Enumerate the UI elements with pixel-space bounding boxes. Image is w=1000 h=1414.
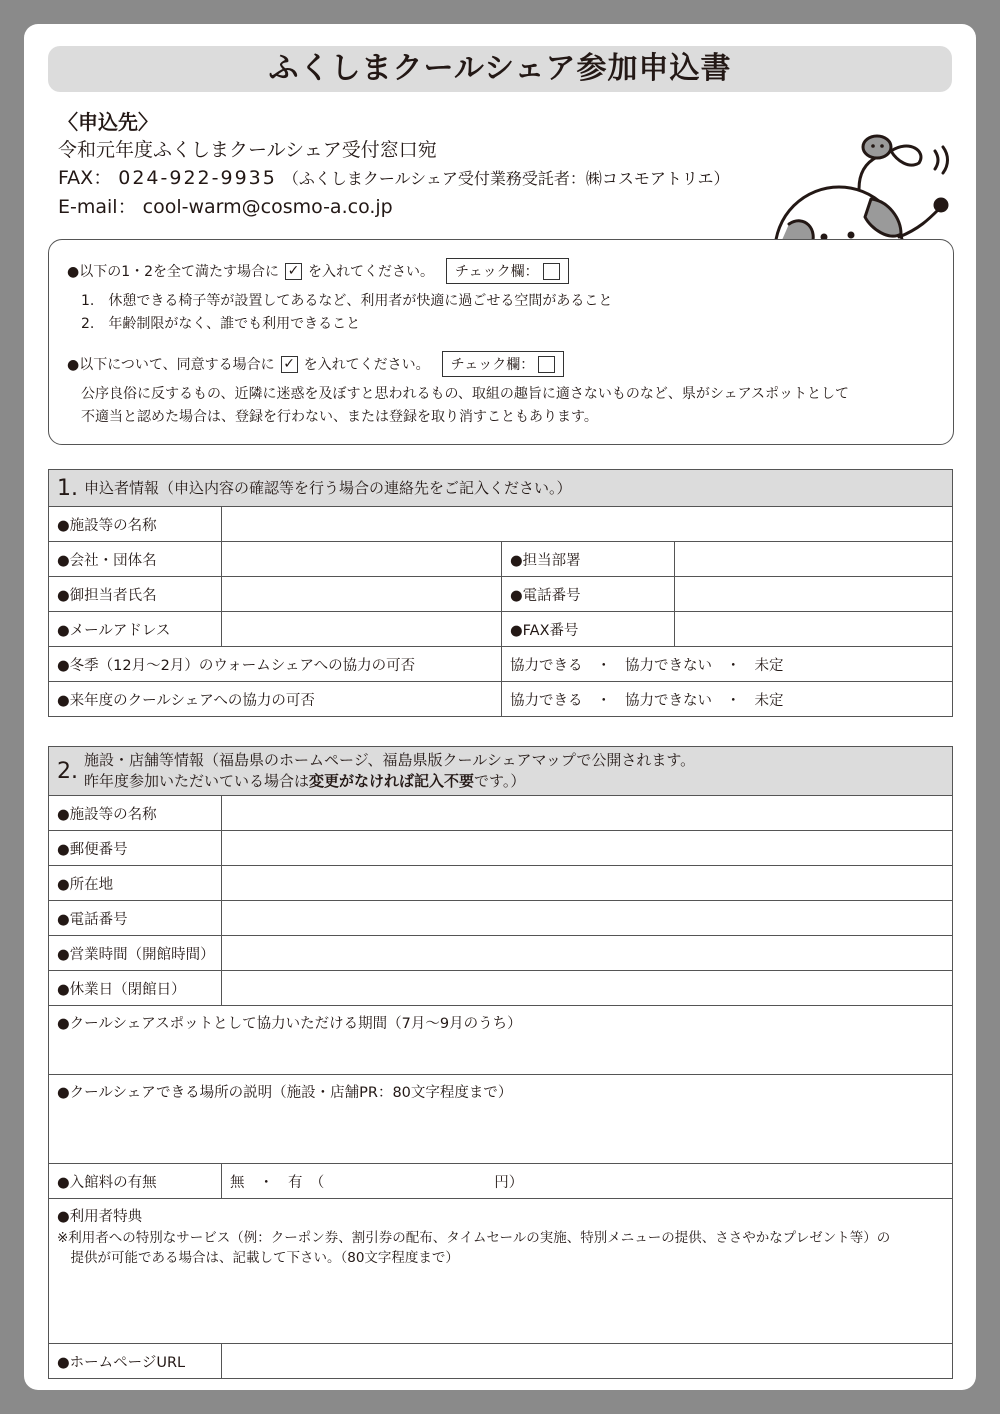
condition-item: 2. 年齢制限がなく、誰でも利用できること [81, 316, 361, 332]
benefits-field[interactable] [49, 1199, 953, 1344]
destination-addressee: 令和元年度ふくしまクールシェア受付窓口宛 [58, 139, 437, 161]
applicant-info-table [48, 469, 953, 717]
fax-field[interactable] [675, 612, 953, 647]
phone-field[interactable] [675, 577, 953, 612]
benefits-label: ●利用者特典 [57, 1209, 143, 1225]
email-label: E-mail： [58, 196, 137, 218]
description-field[interactable] [49, 1075, 953, 1164]
department-field[interactable] [675, 542, 953, 577]
consent-body [81, 383, 849, 429]
option-separator: ・ [596, 657, 611, 674]
section1-number: 1. [57, 475, 78, 501]
checkmark-icon: ✓ [285, 263, 302, 280]
consent-check-suffix: を入れてください。 [303, 357, 430, 373]
consent-checkbox[interactable] [538, 356, 555, 373]
section1-title: 申込者情報（申込内容の確認等を行う場合の連絡先をご記入ください。） [84, 478, 572, 497]
hours-label: ●営業時間（開館時間） [49, 936, 222, 971]
checkbox-label: チェック欄： [455, 264, 539, 280]
consent-checkbox-field [442, 351, 565, 377]
condition-list [81, 290, 612, 336]
condition-checkbox-field [446, 258, 569, 284]
checkmark-icon: ✓ [281, 356, 298, 373]
benefits-note: ※利用者への特別なサービス（例：クーポン券、割引券の配布、タイムセールの実施、特別メニューの提供、ささやかなプレゼント等）の [57, 1230, 891, 1246]
fax-label: FAX： [58, 167, 113, 189]
holidays-field[interactable] [222, 971, 953, 1006]
phone2-field[interactable] [222, 901, 953, 936]
phone2-label: ●電話番号 [49, 901, 222, 936]
email-label-cell: ●メールアドレス [49, 612, 222, 647]
option-separator: ・ [726, 657, 741, 674]
winter-share-options[interactable] [502, 647, 953, 682]
section2-title-line2 [84, 771, 695, 792]
company-label: ●会社・団体名 [49, 542, 222, 577]
facility-info-table [48, 746, 953, 1379]
option-undecided[interactable]: 未定 [754, 692, 784, 709]
hours-field[interactable] [222, 936, 953, 971]
company-field[interactable] [222, 542, 502, 577]
destination-fax [58, 164, 730, 193]
checkbox-label: チェック欄： [450, 357, 535, 373]
url-label: ●ホームページURL [49, 1344, 222, 1379]
fax-label-cell: ●FAX番号 [502, 612, 675, 647]
section2-header [49, 747, 953, 796]
postal-label: ●郵便番号 [49, 831, 222, 866]
facility2-name-label: ●施設等の名称 [49, 796, 222, 831]
destination-heading: 〈申込先〉 [58, 110, 158, 134]
condition-item: 1. 休憩できる椅子等が設置してあるなど、利用者が快適に過ごせる空間があること [81, 293, 613, 309]
next-year-label: ●来年度のクールシェアへの協力の可否 [49, 682, 502, 717]
facility-name-field[interactable] [222, 507, 953, 542]
eligibility-check-box [48, 239, 954, 445]
department-label: ●担当部署 [502, 542, 675, 577]
fee-options[interactable]: 無 ・ 有 （ [230, 1174, 325, 1191]
section2-number: 2. [57, 758, 78, 784]
benefits-note: 提供が可能である場合は、記載して下さい。（80文字程度まで） [57, 1250, 459, 1266]
section2-title-text: です。） [474, 772, 526, 790]
holidays-label: ●休業日（閉館日） [49, 971, 222, 1006]
condition-checkbox[interactable] [543, 263, 560, 280]
period-field[interactable] [49, 1006, 953, 1075]
option-can[interactable]: 協力できる [510, 657, 583, 674]
winter-share-label: ●冬季（12月～2月）のウォームシェアへの協力の可否 [49, 647, 502, 682]
condition-check-text: ●以下の1・2を全て満たす場合に [67, 264, 280, 280]
section1-header [49, 470, 953, 507]
phone-label: ●電話番号 [502, 577, 675, 612]
section2-title-text: 昨年度参加いただいている場合は [84, 772, 310, 790]
fax-note: （ふくしまクールシェア受付業務受託者：㈱コスモアトリエ） [282, 169, 730, 188]
condition-check-suffix: を入れてください。 [308, 264, 435, 280]
email-field[interactable] [222, 612, 502, 647]
url-field[interactable] [222, 1344, 953, 1379]
consent-check-text: ●以下について、同意する場合に [67, 357, 275, 373]
page-title: ふくしまクールシェア参加申込書 [48, 46, 952, 92]
facility2-name-field[interactable] [222, 796, 953, 831]
destination-block [58, 108, 730, 221]
description-label: ●クールシェアできる場所の説明（施設・店舗PR：80文字程度まで） [57, 1085, 513, 1101]
section2-title-emphasis: 変更がなければ記入不要 [309, 772, 475, 790]
address-field[interactable] [222, 866, 953, 901]
facility-name-label: ●施設等の名称 [49, 507, 222, 542]
person-field[interactable] [222, 577, 502, 612]
fee-field[interactable] [222, 1164, 953, 1199]
option-separator: ・ [596, 692, 611, 709]
person-label: ●御担当者氏名 [49, 577, 222, 612]
email-address[interactable]: cool-warm@cosmo-a.co.jp [142, 196, 393, 218]
address-label: ●所在地 [49, 866, 222, 901]
option-separator: ・ [726, 692, 741, 709]
option-can[interactable]: 協力できる [510, 692, 583, 709]
fee-unit: 円） [494, 1174, 524, 1191]
section2-title-line1: 施設・店舗等情報（福島県のホームページ、福島県版クールシェアマップで公開されます。 [84, 751, 696, 769]
fax-number: 024-922-9935 [118, 167, 277, 189]
condition-check-line [67, 258, 569, 284]
option-cannot[interactable]: 協力できない [625, 692, 712, 709]
form-sheet [24, 24, 976, 1390]
next-year-options[interactable] [502, 682, 953, 717]
consent-check-line [67, 351, 564, 377]
consent-text-line: 不適当と認めた場合は、登録を行わない、または登録を取り消すこともあります。 [81, 409, 598, 425]
destination-email [58, 193, 730, 221]
fee-label: ●入館料の有無 [49, 1164, 222, 1199]
option-cannot[interactable]: 協力できない [625, 657, 712, 674]
postal-field[interactable] [222, 831, 953, 866]
option-undecided[interactable]: 未定 [754, 657, 784, 674]
period-label: ●クールシェアスポットとして協力いただける期間（7月～9月のうち） [57, 1016, 522, 1032]
consent-text-line: 公序良俗に反するもの、近隣に迷惑を及ぼすと思われるもの、取組の趣旨に適さないものなど、県がシェアスポットとして [81, 386, 850, 402]
